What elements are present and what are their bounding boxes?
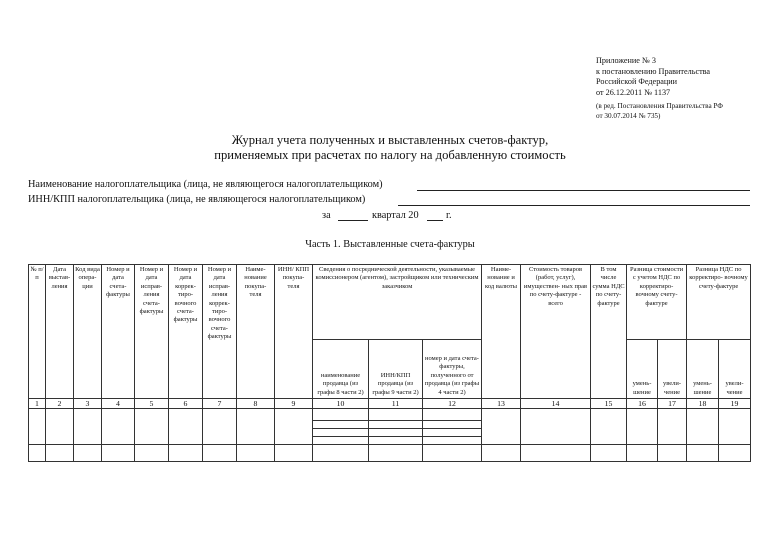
cell[interactable] xyxy=(135,445,169,462)
cell[interactable] xyxy=(313,421,369,429)
col-header-14: Стоимость товаров (работ, услуг), имуществен- ных прав по счету-фактуре - всего xyxy=(521,265,591,399)
cell[interactable] xyxy=(313,437,369,445)
cell[interactable] xyxy=(74,409,102,445)
col-header-1: № п/п xyxy=(29,265,46,399)
col-header-18-19: Разница НДС по корректиро- вочному счету-фактуре xyxy=(687,265,751,340)
appendix-note-2: от 30.07.2014 № 735) xyxy=(596,111,661,120)
cell[interactable] xyxy=(102,445,135,462)
column-number-11: 11 xyxy=(369,399,423,409)
col-header-2: Дата выстав- ления xyxy=(46,265,74,399)
col-header-5: Номер и дата исправ- ления счета- фактуры xyxy=(135,265,169,399)
period-suffix: г. xyxy=(446,210,452,221)
column-number-14: 14 xyxy=(521,399,591,409)
data-row[interactable] xyxy=(29,445,751,462)
column-number-1: 1 xyxy=(29,399,46,409)
col-header-4: Номер и дата счета- фактуры xyxy=(102,265,135,399)
inn-kpp-line[interactable] xyxy=(398,205,750,206)
cell[interactable] xyxy=(687,409,719,445)
col-header-13: Наиме- нование и код валюты xyxy=(482,265,521,399)
cell[interactable] xyxy=(423,429,482,437)
cell[interactable] xyxy=(591,445,627,462)
appendix-note xyxy=(596,56,776,122)
col-header-12: номер и дата счета-фактуры, полученного от продавца (из графы 4 части 2) xyxy=(423,340,482,399)
cell[interactable] xyxy=(46,409,74,445)
appendix-line-4: от 26.12.2011 № 1137 xyxy=(596,87,671,97)
period-prefix: за xyxy=(322,210,331,221)
inn-kpp-label: ИНН/КПП налогоплательщика (лица, не являющегося налогоплательщиком) xyxy=(28,194,366,205)
column-number-15: 15 xyxy=(591,399,627,409)
part-title: Часть 1. Выставленные счета-фактуры xyxy=(305,239,475,250)
cell[interactable] xyxy=(203,445,237,462)
cell[interactable] xyxy=(135,409,169,445)
cell[interactable] xyxy=(369,437,423,445)
cell[interactable] xyxy=(313,445,369,462)
cell[interactable] xyxy=(719,445,751,462)
column-number-19: 19 xyxy=(719,399,751,409)
cell[interactable] xyxy=(521,409,591,445)
column-number-6: 6 xyxy=(169,399,203,409)
cell[interactable] xyxy=(423,421,482,429)
cell[interactable] xyxy=(369,445,423,462)
taxpayer-name-label: Наименование налогоплательщика (лица, не являющегося налогоплательщиком) xyxy=(28,179,383,190)
cell[interactable] xyxy=(313,429,369,437)
col-header-16: умень- шение xyxy=(627,340,658,399)
cell[interactable] xyxy=(369,421,423,429)
cell[interactable] xyxy=(169,409,203,445)
cell[interactable] xyxy=(521,445,591,462)
cell[interactable] xyxy=(203,409,237,445)
cell[interactable] xyxy=(658,409,687,445)
taxpayer-name-line[interactable] xyxy=(417,190,750,191)
column-number-5: 5 xyxy=(135,399,169,409)
cell[interactable] xyxy=(275,445,313,462)
cell[interactable] xyxy=(627,409,658,445)
col-header-10: наименование продавца (из графы 8 части 2) xyxy=(313,340,369,399)
cell[interactable] xyxy=(627,445,658,462)
cell[interactable] xyxy=(237,409,275,445)
column-number-2: 2 xyxy=(46,399,74,409)
column-number-18: 18 xyxy=(687,399,719,409)
appendix-line-3: Российской Федерации xyxy=(596,77,678,87)
column-number-8: 8 xyxy=(237,399,275,409)
cell[interactable] xyxy=(687,445,719,462)
journal-table xyxy=(28,264,751,462)
column-number-13: 13 xyxy=(482,399,521,409)
cell[interactable] xyxy=(169,445,203,462)
appendix-line-2: к постановлению Правительства xyxy=(596,66,711,76)
cell[interactable] xyxy=(237,445,275,462)
column-number-9: 9 xyxy=(275,399,313,409)
header-row-1 xyxy=(29,265,751,340)
col-header-7: Номер и дата исправ- ления коррек- тиро- вочного счета- фактуры xyxy=(203,265,237,399)
cell[interactable] xyxy=(102,409,135,445)
col-header-15: В том числе сумма НДС по счету- фактуре xyxy=(591,265,627,399)
cell[interactable] xyxy=(423,437,482,445)
column-number-4: 4 xyxy=(102,399,135,409)
year-line[interactable] xyxy=(427,220,443,221)
cell[interactable] xyxy=(658,445,687,462)
cell[interactable] xyxy=(482,409,521,445)
column-number-16: 16 xyxy=(627,399,658,409)
cell[interactable] xyxy=(482,445,521,462)
col-header-9: ИНН/ КПП покупа- теля xyxy=(275,265,313,399)
column-number-3: 3 xyxy=(74,399,102,409)
col-header-19: увели- чение xyxy=(719,340,751,399)
cell[interactable] xyxy=(313,409,369,421)
appendix-line-1: Приложение № 3 xyxy=(596,56,656,65)
col-header-10-12: Сведения о посреднической деятельности, указываемые комиссионером (агентом), застройщиком или техническим заказчиком xyxy=(313,265,482,340)
document-title xyxy=(180,133,600,163)
cell[interactable] xyxy=(275,409,313,445)
col-header-3: Код вида опера- ции xyxy=(74,265,102,399)
period-quarter-label: квартал 20 xyxy=(372,210,419,221)
cell[interactable] xyxy=(29,409,46,445)
column-number-12: 12 xyxy=(423,399,482,409)
title-line-1: Журнал учета полученных и выставленных счетов-фактур, xyxy=(231,133,549,147)
cell[interactable] xyxy=(591,409,627,445)
title-line-2: применяемых при расчетах по налогу на добавленную стоимость xyxy=(214,148,566,162)
appendix-note-1: (в ред. Постановления Правительства РФ xyxy=(596,102,723,111)
col-header-6: Номер и дата коррек- тиро- вочного счета- фактуры xyxy=(169,265,203,399)
col-header-8: Наиме- нование покупа- теля xyxy=(237,265,275,399)
data-row[interactable] xyxy=(29,409,751,421)
cell[interactable] xyxy=(369,429,423,437)
quarter-number-line[interactable] xyxy=(338,220,368,221)
appendix-amendment xyxy=(596,102,776,121)
col-header-11: ИНН/КПП продавца (из графы 9 части 2) xyxy=(369,340,423,399)
column-number-row xyxy=(29,399,751,409)
cell[interactable] xyxy=(369,409,423,421)
cell[interactable] xyxy=(423,409,482,421)
cell[interactable] xyxy=(423,445,482,462)
col-header-16-17: Разница стоимости с учетом НДС по корректиро- вочному счету-фактуре xyxy=(627,265,687,340)
cell[interactable] xyxy=(719,409,751,445)
col-header-17: увели- чение xyxy=(658,340,687,399)
cell[interactable] xyxy=(29,445,46,462)
column-number-17: 17 xyxy=(658,399,687,409)
cell[interactable] xyxy=(74,445,102,462)
column-number-7: 7 xyxy=(203,399,237,409)
col-header-18: умень- шение xyxy=(687,340,719,399)
column-number-10: 10 xyxy=(313,399,369,409)
cell[interactable] xyxy=(46,445,74,462)
